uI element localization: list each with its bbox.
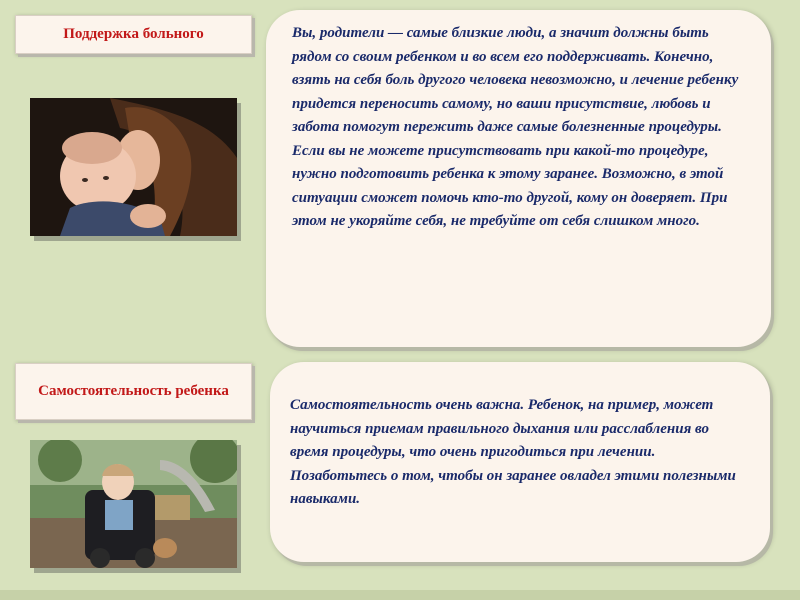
footer-strip xyxy=(0,590,800,600)
child-in-wheelchair-photo xyxy=(30,440,237,568)
support-paragraph-1: Вы, родители — самые близкие люди, а значит должны быть рядом со своим ребенком и во всем его поддерживать. Конечно, взять на себя боль другого человека невозможно, и лечение ребенку придется переносить самому, но ваши присутствие, любовь и забота помогут пережить даже самые болезненные процедуры. xyxy=(292,25,739,135)
independence-text-callout xyxy=(270,362,770,562)
independence-paragraph-1: Самостоятельность очень важна. Ребенок, на пример, может научиться приемам правильного дыхания или расслабления во время процедуры, что очень пригодиться при лечении. Позаботьтесь о том, чтобы он заранее овладел этими полезными навыками. xyxy=(290,397,736,507)
section-label-text: Поддержка больного xyxy=(63,26,204,43)
section-label-text: Самостоятельность ребенка xyxy=(38,383,229,400)
mother-and-baby-illustration xyxy=(30,98,237,236)
section-label-support xyxy=(15,15,252,54)
support-text-callout xyxy=(266,10,771,347)
child-in-wheelchair-illustration xyxy=(30,440,237,568)
section-label-independence xyxy=(15,363,252,420)
support-paragraph-2: Если вы не можете присутствовать при какой-то процедуре, нужно подготовить ребенка к этому заранее. Возможно, в этой ситуации сможет помочь кто-то другой, кому он доверяет. При этом не укоряйте себя, не требуйте от себя слишком много. xyxy=(292,142,728,229)
mother-and-baby-photo xyxy=(30,98,237,236)
